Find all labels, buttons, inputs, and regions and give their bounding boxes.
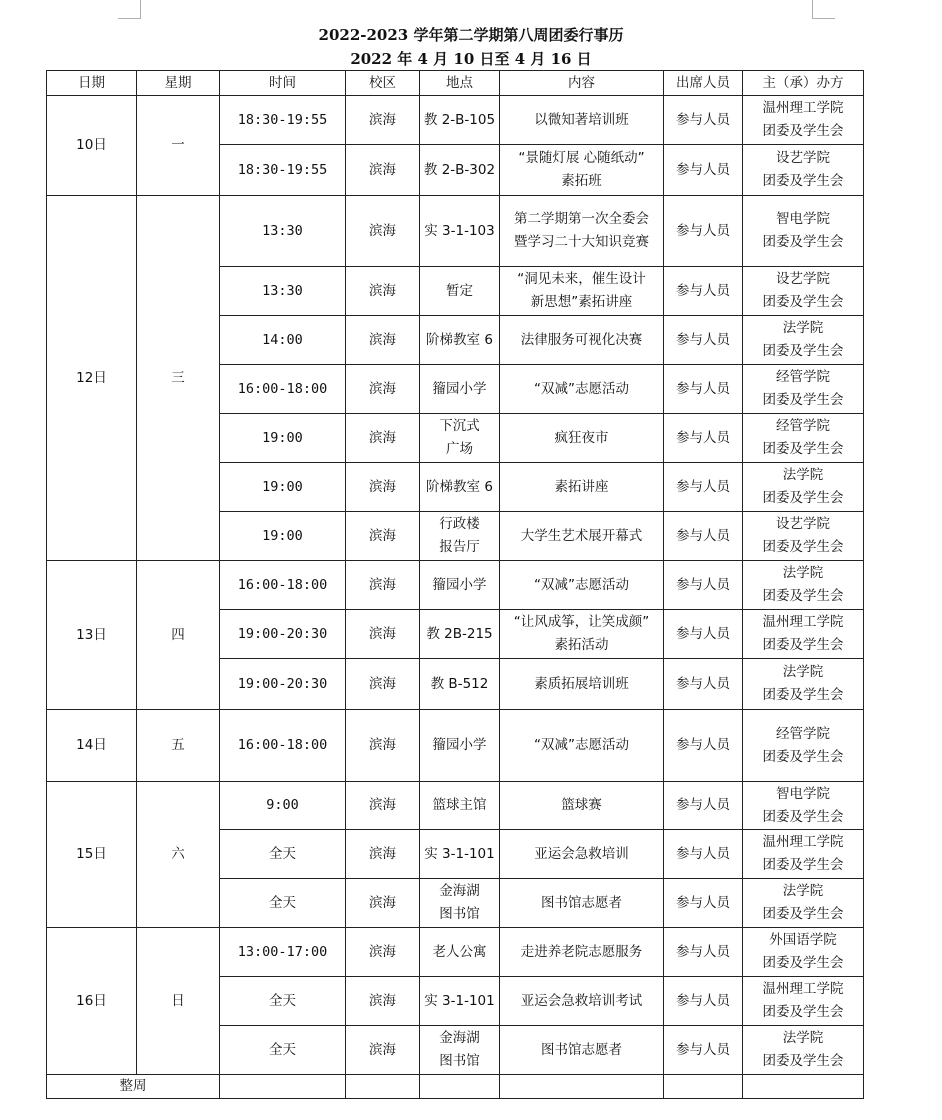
host-cell [743,316,864,365]
attendees-cell: 参与人员 [664,196,743,267]
host-cell [743,782,864,830]
place-cell [420,196,500,267]
time-cell: 全天 [220,830,346,879]
campus-cell: 滨海 [346,365,420,414]
content-cell [500,512,664,561]
content-cell-line: 第二学期第一次全委会 [514,211,649,227]
place-cell [420,782,500,830]
place-cell-line: 籀园小学 [432,380,487,397]
place-cell [420,267,500,316]
event-row [47,96,864,145]
host-cell [743,512,864,561]
content-cell [500,659,664,710]
content-cell-line: “洞见未来，催生设计 [517,271,646,287]
host-cell [743,879,864,928]
time-cell: 19:00 [220,463,346,512]
content-cell-line: 亚运会急救培训考试 [520,992,643,1009]
place-cell [420,512,500,561]
place-cell-line: 实 3-1-101 [424,992,495,1009]
place-cell-line: 教 B-512 [430,675,489,692]
place-cell-line: 报告厅 [439,539,480,555]
attendees-cell: 参与人员 [664,145,743,196]
time-cell: 全天 [220,977,346,1026]
place-cell-line: 教 2-B-302 [423,161,496,178]
content-cell [500,414,664,463]
place-cell-line: 老人公寓 [432,943,487,960]
place-cell [420,710,500,782]
document-subtitle: 2022 年 4 月 10 日至 4 月 16 日 [350,50,592,68]
place-cell-line: 实 3-1-103 [424,222,495,239]
place-cell [420,928,500,977]
attendees-cell: 参与人员 [664,267,743,316]
campus-cell: 滨海 [346,710,420,782]
content-cell-line: 素质拓展培训班 [534,675,629,692]
host-cell-line: 团委及学生会 [762,906,844,922]
host-cell-line: 团委及学生会 [762,343,844,359]
place-cell-line: 图书馆 [439,1053,480,1069]
header-campus: 校区 [346,71,420,96]
weekday-cell: 三 [137,196,220,561]
content-cell [500,196,664,267]
host-cell-line: 团委及学生会 [762,687,844,703]
place-cell-line: 图书馆 [439,906,480,922]
content-cell-line: 暨学习二十大知识竞赛 [514,234,649,250]
host-cell [743,710,864,782]
host-cell-line: 法学院 [782,664,824,680]
host-cell-line: 经管学院 [776,725,830,742]
host-cell [743,1026,864,1075]
schedule-body [47,96,864,1075]
campus-cell: 滨海 [346,659,420,710]
host-cell-line: 团委及学生会 [762,1053,844,1069]
host-cell-line: 团委及学生会 [762,1004,844,1020]
footer-cell [346,1075,420,1099]
footer-cell [420,1075,500,1099]
content-cell [500,928,664,977]
host-cell [743,463,864,512]
attendees-cell: 参与人员 [664,414,743,463]
attendees-cell: 参与人员 [664,830,743,879]
time-cell: 13:00-17:00 [220,928,346,977]
place-cell-line: 金海湖 [439,1030,480,1046]
page-corner-mark-right [812,0,835,19]
place-cell-line: 实 3-1-101 [424,845,495,862]
event-row [47,710,864,782]
host-cell-line: 智电学院 [776,211,830,227]
header-attendees: 出席人员 [664,71,743,96]
place-cell [420,659,500,710]
content-cell-line: “让风成筝，让笑成颜” [513,614,650,630]
content-cell-line: 大学生艺术展开幕式 [520,527,643,544]
time-cell: 16:00-18:00 [220,365,346,414]
attendees-cell: 参与人员 [664,463,743,512]
content-cell [500,145,664,196]
campus-cell: 滨海 [346,830,420,879]
attendees-cell: 参与人员 [664,710,743,782]
host-cell-line: 设艺学院 [776,271,830,287]
date-cell: 16日 [47,928,137,1075]
host-cell-line: 经管学院 [776,418,830,434]
content-cell-line: 以微知著培训班 [534,111,629,128]
host-cell-line: 团委及学生会 [762,748,844,765]
host-cell-line: 团委及学生会 [762,637,844,653]
host-cell-line: 温州理工学院 [762,614,844,630]
content-cell-line: 疯狂夜市 [554,429,609,446]
host-cell [743,96,864,145]
time-cell: 13:30 [220,267,346,316]
time-cell: 19:00 [220,512,346,561]
host-cell-line: 温州理工学院 [762,834,844,850]
attendees-cell: 参与人员 [664,316,743,365]
place-cell [420,316,500,365]
footer-row [47,1075,864,1099]
place-cell [420,977,500,1026]
place-cell-line: 篮球主馆 [432,797,487,813]
content-cell [500,977,664,1026]
content-cell-line: 亚运会急救培训 [534,845,629,862]
campus-cell: 滨海 [346,145,420,196]
campus-cell: 滨海 [346,316,420,365]
time-cell: 全天 [220,879,346,928]
place-cell [420,414,500,463]
campus-cell: 滨海 [346,879,420,928]
host-cell-line: 团委及学生会 [762,857,844,873]
attendees-cell: 参与人员 [664,928,743,977]
place-cell-line: 教 2-B-105 [423,111,496,128]
content-cell [500,1026,664,1075]
place-cell-line: 籀园小学 [432,576,487,593]
host-cell-line: 团委及学生会 [762,234,844,250]
campus-cell: 滨海 [346,463,420,512]
host-cell-line: 团委及学生会 [762,588,844,604]
host-cell-line: 团委及学生会 [762,955,844,971]
attendees-cell: 参与人员 [664,365,743,414]
place-cell [420,145,500,196]
weekday-cell: 五 [137,710,220,782]
campus-cell: 滨海 [346,96,420,145]
date-cell: 10日 [47,96,137,196]
attendees-cell: 参与人员 [664,879,743,928]
weekday-cell: 四 [137,561,220,710]
attendees-cell: 参与人员 [664,1026,743,1075]
host-cell [743,928,864,977]
attendees-cell: 参与人员 [664,96,743,145]
date-cell: 13日 [47,561,137,710]
host-cell [743,145,864,196]
content-cell [500,365,664,414]
event-row [47,196,864,267]
host-cell-line: 设艺学院 [776,516,830,532]
host-cell [743,977,864,1026]
content-cell [500,710,664,782]
header-row [47,71,864,96]
time-cell: 19:00-20:30 [220,659,346,710]
host-cell-line: 团委及学生会 [762,392,844,408]
place-cell [420,463,500,512]
host-cell-line: 团委及学生会 [762,539,844,555]
footer-cell [220,1075,346,1099]
place-cell-line: 广场 [446,441,473,457]
attendees-cell: 参与人员 [664,512,743,561]
schedule-table [46,70,864,1099]
place-cell-line: 籀园小学 [432,737,487,753]
content-cell-line: “双减”志愿活动 [534,380,629,397]
page-corner-mark-left [118,0,141,19]
date-cell: 14日 [47,710,137,782]
host-cell-line: 温州理工学院 [762,100,844,116]
host-cell [743,365,864,414]
content-cell-line: 走进养老院志愿服务 [520,943,643,960]
host-cell-line: 团委及学生会 [762,123,844,139]
time-cell: 18:30-19:55 [220,145,346,196]
content-cell-line: 篮球赛 [561,797,602,813]
host-cell [743,561,864,610]
host-cell-line: 法学院 [782,883,824,899]
content-cell-line: 素拓讲座 [554,478,609,495]
host-cell-line: 法学院 [782,1030,824,1046]
content-cell-line: “景随灯展 心随纸动” [518,150,645,166]
campus-cell: 滨海 [346,561,420,610]
header-host: 主（承）办方 [743,71,864,96]
content-cell-line: 法律服务可视化决赛 [520,331,643,348]
campus-cell: 滨海 [346,512,420,561]
header-weekday: 星期 [137,71,220,96]
attendees-cell: 参与人员 [664,610,743,659]
campus-cell: 滨海 [346,928,420,977]
event-row [47,928,864,977]
host-cell-line: 团委及学生会 [762,490,844,506]
time-cell: 9:00 [220,782,346,830]
host-cell [743,830,864,879]
host-cell-line: 团委及学生会 [762,808,844,825]
campus-cell: 滨海 [346,1026,420,1075]
content-cell [500,267,664,316]
time-cell: 13:30 [220,196,346,267]
host-cell-line: 团委及学生会 [762,173,844,189]
host-cell-line: 智电学院 [776,785,830,802]
footer-cell [743,1075,864,1099]
place-cell-line: 阶梯教室 6 [426,331,493,348]
content-cell-line: 新思想”素拓讲座 [530,294,633,310]
weekday-cell: 一 [137,96,220,196]
content-cell-line: “双减”志愿活动 [534,737,629,753]
place-cell-line: 阶梯教室 6 [426,478,493,495]
event-row [47,561,864,610]
weekday-cell: 六 [137,782,220,928]
content-cell [500,830,664,879]
host-cell [743,659,864,710]
time-cell: 19:00-20:30 [220,610,346,659]
content-cell [500,561,664,610]
attendees-cell: 参与人员 [664,561,743,610]
campus-cell: 滨海 [346,782,420,830]
footer-cell [664,1075,743,1099]
weekday-cell: 日 [137,928,220,1075]
header-place: 地点 [420,71,500,96]
time-cell: 16:00-18:00 [220,561,346,610]
time-cell: 19:00 [220,414,346,463]
content-cell [500,96,664,145]
campus-cell: 滨海 [346,610,420,659]
place-cell [420,561,500,610]
date-cell: 12日 [47,196,137,561]
time-cell: 14:00 [220,316,346,365]
content-cell-line: 图书馆志愿者 [541,894,622,911]
place-cell [420,879,500,928]
place-cell [420,1026,500,1075]
attendees-cell: 参与人员 [664,659,743,710]
host-cell-line: 法学院 [782,320,824,336]
content-cell-line: “双减”志愿活动 [534,576,629,593]
campus-cell: 滨海 [346,414,420,463]
host-cell-line: 设艺学院 [776,150,830,166]
footer-cell [500,1075,664,1099]
header-time: 时间 [220,71,346,96]
host-cell-line: 团委及学生会 [762,441,844,457]
content-cell-line: 素拓班 [561,173,602,189]
time-cell: 18:30-19:55 [220,96,346,145]
date-cell: 15日 [47,782,137,928]
place-cell [420,610,500,659]
event-row [47,782,864,830]
campus-cell: 滨海 [346,977,420,1026]
document-title: 2022-2023 学年第二学期第八周团委行事历 [318,26,624,44]
host-cell-line: 法学院 [782,565,824,581]
content-cell [500,879,664,928]
time-cell: 全天 [220,1026,346,1075]
content-cell-line: 图书馆志愿者 [541,1041,622,1058]
attendees-cell: 参与人员 [664,782,743,830]
place-cell [420,365,500,414]
footer-label: 整周 [47,1075,220,1099]
host-cell-line: 温州理工学院 [762,981,844,997]
host-cell [743,414,864,463]
content-cell [500,463,664,512]
header-date: 日期 [47,71,137,96]
host-cell-line: 经管学院 [776,369,830,385]
content-cell [500,782,664,830]
campus-cell: 滨海 [346,196,420,267]
host-cell [743,267,864,316]
host-cell-line: 外国语学院 [769,932,837,948]
content-cell-line: 素拓活动 [554,637,609,653]
time-cell: 16:00-18:00 [220,710,346,782]
place-cell [420,830,500,879]
host-cell [743,196,864,267]
host-cell-line: 团委及学生会 [762,294,844,310]
place-cell-line: 教 2B-215 [426,625,493,642]
header-content: 内容 [500,71,664,96]
attendees-cell: 参与人员 [664,977,743,1026]
place-cell-line: 金海湖 [439,883,480,899]
place-cell-line: 暂定 [446,282,473,299]
campus-cell: 滨海 [346,267,420,316]
place-cell-line: 行政楼 [439,516,480,532]
place-cell [420,96,500,145]
content-cell [500,610,664,659]
content-cell [500,316,664,365]
host-cell-line: 法学院 [782,467,824,483]
host-cell [743,610,864,659]
place-cell-line: 下沉式 [439,418,480,434]
